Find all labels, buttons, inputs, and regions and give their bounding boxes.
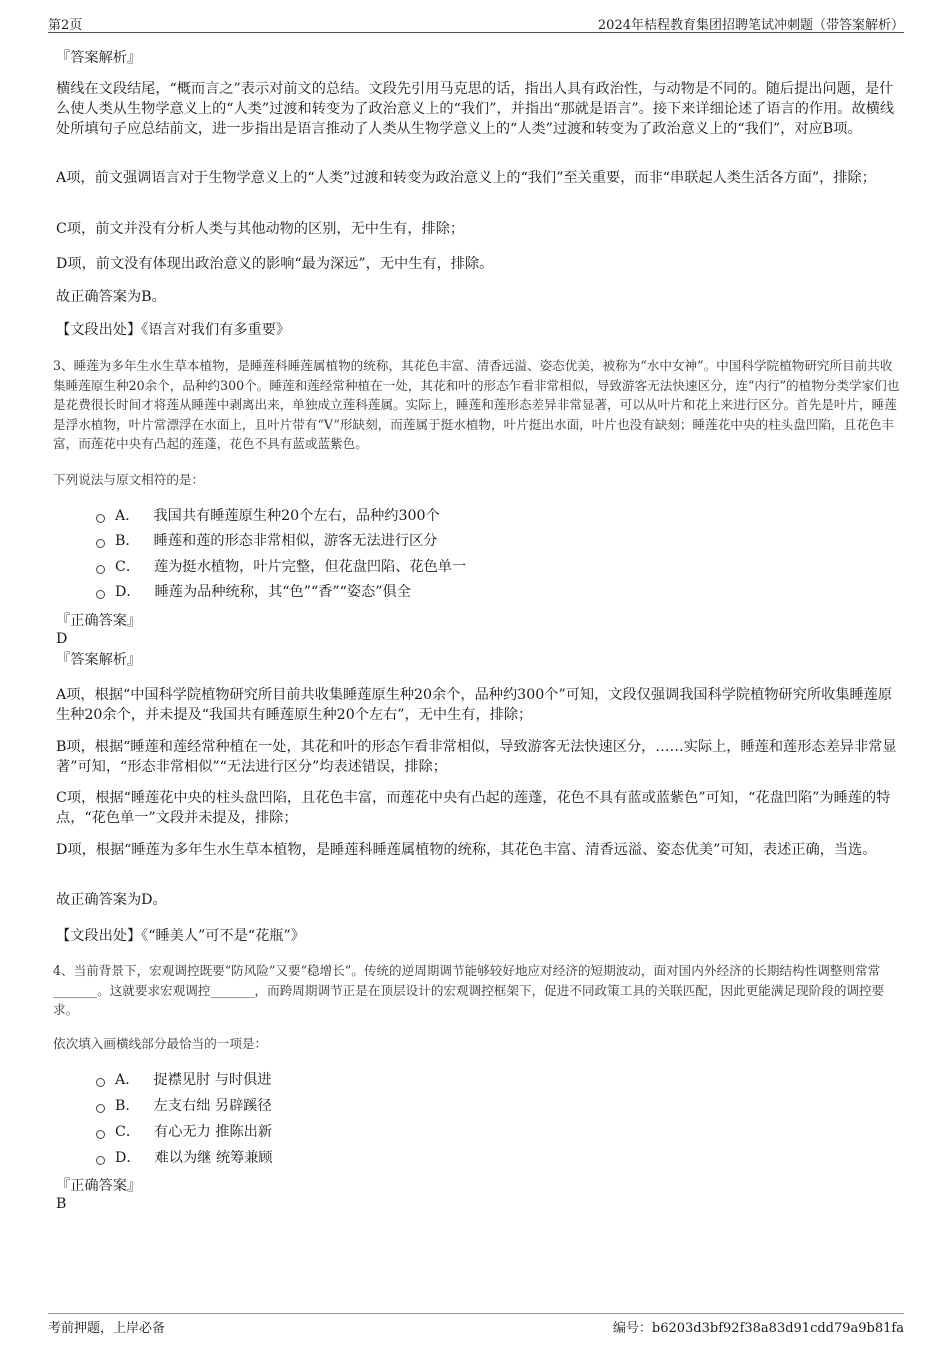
page-footer: [48, 1313, 904, 1338]
q3-prompt: 下列说法与原文相符的是：: [53, 472, 205, 487]
q4-stem: 4、当前背景下，宏观调控既要“防风险”又要“稳增长”。传统的逆周期调节能够较好地应对经济的短期波动，面对国内外经济的长期结构性调整则常常_______。这就要求宏观调控_______，而跨周期调节正是在顶层设计的宏观调控框架下，促进不同政策工具的关联匹配，因此更能满足现阶段的调控要求。: [53, 963, 885, 1017]
q3-conclusion: 故正确答案为D。: [56, 892, 167, 908]
q4-option-b[interactable]: [96, 1096, 272, 1116]
q2-analysis-option-a: A项，前文强调语言对于生物学意义上的“人类”过渡和转变为政治意义上的“我们”至关重要，而非“串联起人类生活各方面”，排除；: [56, 170, 876, 186]
option-text: 莲为挺水植物，叶片完整，但花盘凹陷、花色单一: [154, 559, 467, 575]
document-title: 2024年桔程教育集团招聘笔试冲刺题（带答案解析）: [597, 18, 904, 33]
page-header: [48, 10, 904, 33]
q3-answer-label: 『正确答案』: [56, 613, 142, 629]
option-label: B．: [115, 1098, 140, 1114]
option-label: B．: [115, 533, 140, 549]
radio-icon[interactable]: [96, 1130, 105, 1139]
radio-icon[interactable]: [96, 539, 105, 548]
option-text: 难以为继 统筹兼顾: [154, 1150, 273, 1166]
option-text: 有心无力 推陈出新: [154, 1124, 273, 1140]
option-text: 睡莲为品种统称，其“色”“香”“姿态”俱全: [154, 584, 411, 600]
q4-option-a[interactable]: [96, 1070, 271, 1090]
q2-analysis-option-c: C项，前文并没有分析人类与其他动物的区别，无中生有，排除；: [56, 221, 465, 237]
q3-option-c[interactable]: [96, 557, 466, 577]
page-number: 第2页: [48, 18, 83, 33]
radio-icon[interactable]: [96, 590, 105, 599]
q4-option-d[interactable]: [96, 1148, 273, 1168]
q2-analysis-label: 『答案解析』: [56, 50, 142, 66]
radio-icon[interactable]: [96, 514, 105, 523]
q2-conclusion: 故正确答案为B。: [56, 289, 166, 305]
q3-option-b[interactable]: [96, 531, 437, 551]
option-text: 睡莲和莲的形态非常相似，游客无法进行区分: [153, 533, 438, 549]
option-text: 我国共有睡莲原生种20个左右，品种约300个: [153, 508, 440, 524]
radio-icon[interactable]: [96, 1156, 105, 1165]
document-id: 编号：b6203d3bf92f38a83d91cdd79a9b81fa: [612, 1321, 904, 1336]
option-label: C．: [115, 559, 141, 575]
option-text: 捉襟见肘 与时俱进: [153, 1072, 272, 1088]
q3-answer: D: [56, 631, 68, 647]
q4-answer: B: [56, 1196, 67, 1212]
option-label: C．: [115, 1124, 141, 1140]
q3-analysis-option-b: B项，根据“睡莲和莲经常种植在一处，其花和叶的形态乍看非常相似，导致游客无法快速区分，……实际上，睡莲和莲形态差异非常显著”可知，“形态非常相似”“无法进行区分”均表述错误，排除；: [56, 739, 897, 775]
option-text: 左支右绌 另辟蹊径: [153, 1098, 272, 1114]
q3-analysis-option-d: D项，根据“睡莲为多年生水生草本植物，是睡莲科睡莲属植物的统称，其花色丰富、清香远溢、姿态优美”可知，表述正确，当选。: [56, 842, 877, 858]
q3-analysis-label: 『答案解析』: [56, 652, 142, 668]
q4-option-c[interactable]: [96, 1122, 272, 1142]
radio-icon[interactable]: [96, 565, 105, 574]
q3-analysis-option-c: C项，根据“睡莲花中央的柱头盘凹陷，且花色丰富，而莲花中央有凸起的莲蓬，花色不具有蓝或蓝紫色”可知，“花盘凹陷”为睡莲的特点，“花色单一”文段并未提及，排除；: [56, 790, 891, 826]
footer-slogan: 考前押题，上岸必备: [48, 1321, 166, 1336]
q3-stem: 3、睡莲为多年生水生草本植物，是睡莲科睡莲属植物的统称，其花色丰富、清香远溢、姿态优美，被称为“水中女神”。中国科学院植物研究所目前共收集睡莲原生种20余个，品种约300个。睡莲和莲经常种植在一处，其花和叶的形态乍看非常相似，导致游客无法快速区分，连“内行”的植物分类学家们也是花费很长时间才将莲从睡莲中剥离出来，单独成立莲科莲属。实际上，睡莲和莲形态差异非常显著，可以从叶片和花上来进行区分。首先是叶片，睡莲是浮水植物，叶片常漂浮在水面上，且叶片带有“V”形缺刻，而莲属于挺水植物，叶片挺出水面，叶片也没有缺刻；睡莲花中央的柱头盘凹陷，且花色丰富，而莲花中央有凸起的莲蓬，花色不具有蓝或蓝紫色。: [53, 358, 900, 451]
option-label: D．: [115, 584, 141, 600]
q3-option-a[interactable]: [96, 506, 440, 526]
q2-analysis-paragraph: 横线在文段结尾，“概而言之”表示对前文的总结。文段先引用马克思的话，指出人具有政治性，与动物是不同的。随后提出问题，是什么使人类从生物学意义上的“人类”过渡和转变为了政治意义上的“我们”，并指出“那就是语言”。接下来详细论述了语言的作用。故横线处所填句子应总结前文，进一步指出是语言推动了人类从生物学意义上的“人类”过渡和转变为了政治意义上的“我们”，对应B项。: [56, 81, 895, 137]
q2-analysis-option-d: D项，前文没有体现出政治意义的影响“最为深远”，无中生有，排除。: [56, 256, 494, 272]
q3-source: 【文段出处】《“睡美人”可不是“花瓶”》: [56, 928, 305, 944]
option-label: A．: [115, 508, 140, 524]
option-label: A．: [115, 1072, 140, 1088]
radio-icon[interactable]: [96, 1104, 105, 1113]
radio-icon[interactable]: [96, 1078, 105, 1087]
option-label: D．: [115, 1150, 141, 1166]
q3-analysis-option-a: A项，根据“中国科学院植物研究所目前共收集睡莲原生种20余个，品种约300个”可知，文段仅强调我国科学院植物研究所收集睡莲原生种20余个，并未提及“我国共有睡莲原生种20个左右”，无中生有，排除；: [56, 687, 893, 723]
q4-prompt: 依次填入画横线部分最恰当的一项是：: [53, 1036, 268, 1051]
q4-answer-label: 『正确答案』: [56, 1178, 142, 1194]
q2-source: 【文段出处】《语言对我们有多重要》: [56, 322, 291, 338]
q3-option-d[interactable]: [96, 582, 411, 602]
